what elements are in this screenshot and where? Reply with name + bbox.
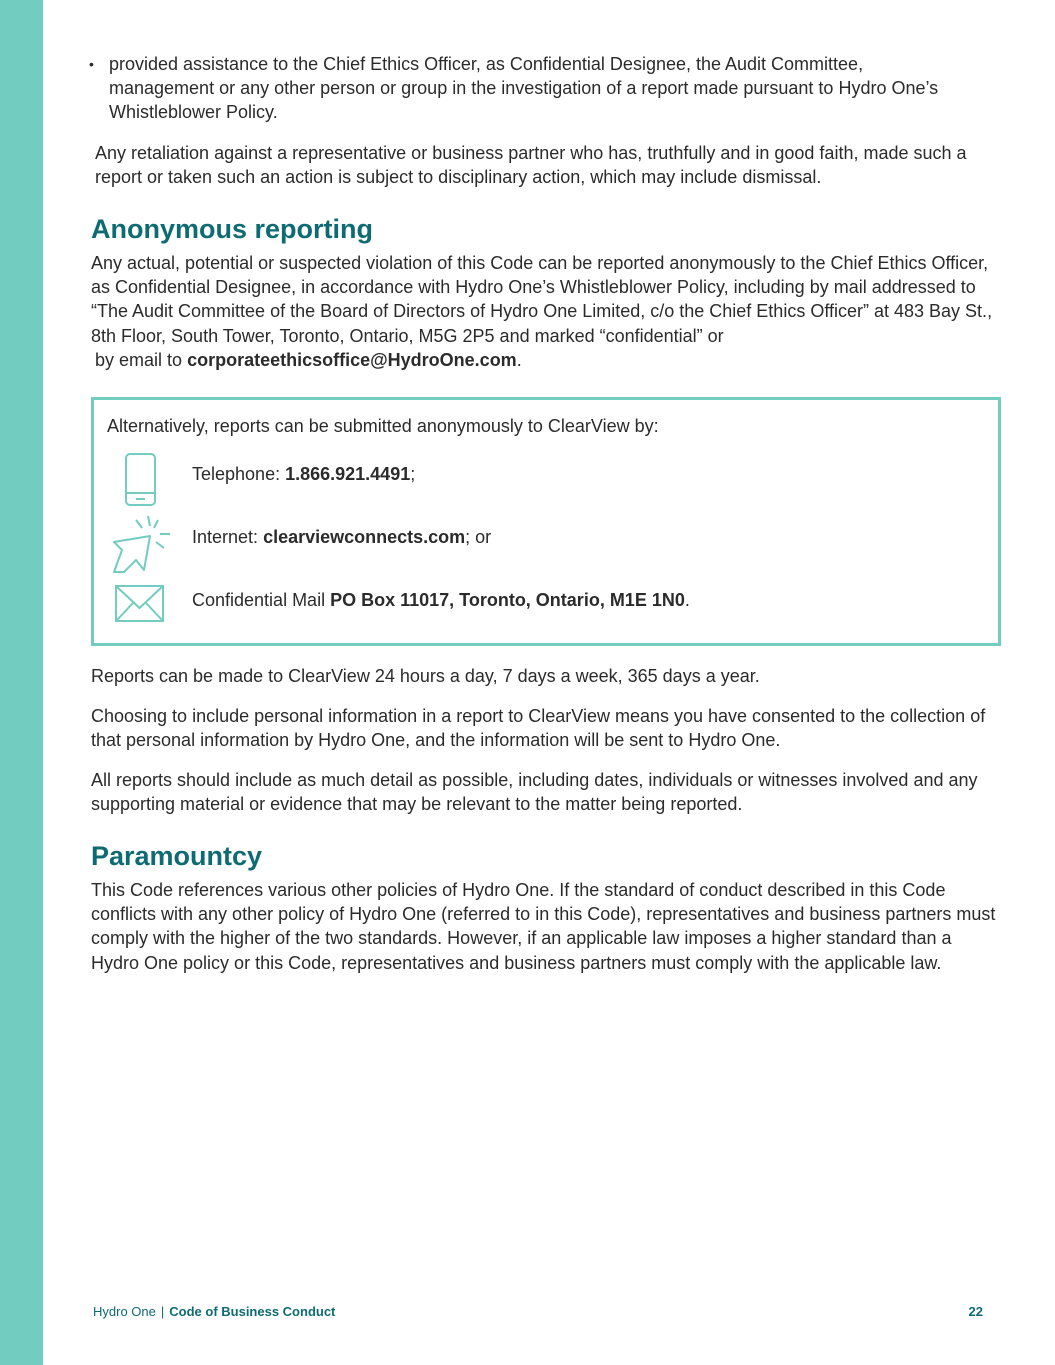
mail-suffix: . — [684, 590, 690, 610]
footer-separator: | — [160, 1304, 165, 1319]
clearview-callout-box — [91, 397, 1001, 646]
footer-doc-title: Code of Business Conduct — [169, 1304, 336, 1319]
personal-info-paragraph: Choosing to include personal information in a report to ClearView means you have consented to the collection of that personal information by Hydro One, and the information will be sent to Hydro One. — [91, 706, 986, 751]
cursor-click-icon — [110, 514, 172, 576]
page-content — [91, 52, 999, 372]
internet-row — [192, 525, 491, 549]
anonymous-reporting-paragraph — [91, 251, 999, 372]
callout-intro: Alternatively, reports can be submitted anonymously to ClearView by: — [107, 416, 659, 436]
internet-label: Internet: — [192, 527, 259, 547]
anonymous-reporting-heading: Anonymous reporting — [91, 214, 373, 245]
mail-label: Confidential Mail — [192, 590, 326, 610]
retaliation-paragraph: Any retaliation against a representative or business partner who has, truthfully and in good faith, made such a report or taken such an action is subject to disciplinary action, which may include dismissal. — [95, 142, 967, 187]
bullet-text: provided assistance to the Chief Ethics Officer, as Confidential Designee, the Audit Committee, management or any other person or group in the investigation of a report made pursuant to Hydro One’s Whistleblower Policy. — [109, 54, 939, 123]
bullet-dot: • — [89, 56, 94, 72]
envelope-icon — [114, 584, 166, 624]
availability-paragraph: Reports can be made to ClearView 24 hours a day, 7 days a week, 365 days a year. — [91, 666, 760, 686]
telephone-number[interactable]: 1.866.921.4491 — [285, 464, 411, 484]
telephone-suffix: ; — [410, 464, 416, 484]
mail-row — [192, 588, 690, 612]
mail-address: PO Box 11017, Toronto, Ontario, M1E 1N0 — [330, 590, 685, 610]
paramountcy-paragraph: This Code references various other policies of Hydro One. If the standard of conduct described in this Code conflicts with any other policy of Hydro One (referred to in this Code), representatives and business partners must comply with the higher of the two standards. However, if an applicable law imposes a higher standard than a Hydro One policy or this Code, representatives and business partners must comply with the applicable law. — [91, 880, 996, 973]
clearview-website-link[interactable]: clearviewconnects.com — [263, 527, 466, 547]
side-accent-bar — [0, 0, 43, 1365]
internet-suffix: ; or — [465, 527, 492, 547]
footer-company: Hydro One — [93, 1304, 156, 1319]
email-prefix: by email to — [95, 349, 183, 370]
telephone-row — [192, 462, 415, 486]
after-callout-content — [91, 664, 999, 975]
footer-document-label — [93, 1304, 335, 1319]
report-detail-paragraph: All reports should include as much detail as possible, including dates, individuals or witnesses involved and any supporting material or evidence that may be relevant to the matter being reported. — [91, 769, 978, 814]
ethics-email-link[interactable]: corporateethicsoffice@HydroOne.com — [187, 349, 517, 370]
telephone-label: Telephone: — [192, 464, 281, 484]
page-number: 22 — [968, 1304, 983, 1319]
email-suffix: . — [516, 349, 522, 370]
anonymous-body-text: Any actual, potential or suspected violation of this Code can be reported anonymously to the Chief Ethics Officer, as Confidential Designee, in accordance with Hydro One’s Whistleblower Policy, including by mail addressed to “The Audit Committee of the Board of Directors of Hydro One Limited, c/o the Chief Ethics Officer” at 483 Bay St., 8th Floor, South Tower, Toronto, Ontario, M5G 2P5 and marked “confidential” or — [91, 253, 993, 346]
phone-icon — [124, 452, 158, 508]
bullet-item — [91, 52, 939, 125]
paramountcy-heading: Paramountcy — [91, 841, 263, 872]
